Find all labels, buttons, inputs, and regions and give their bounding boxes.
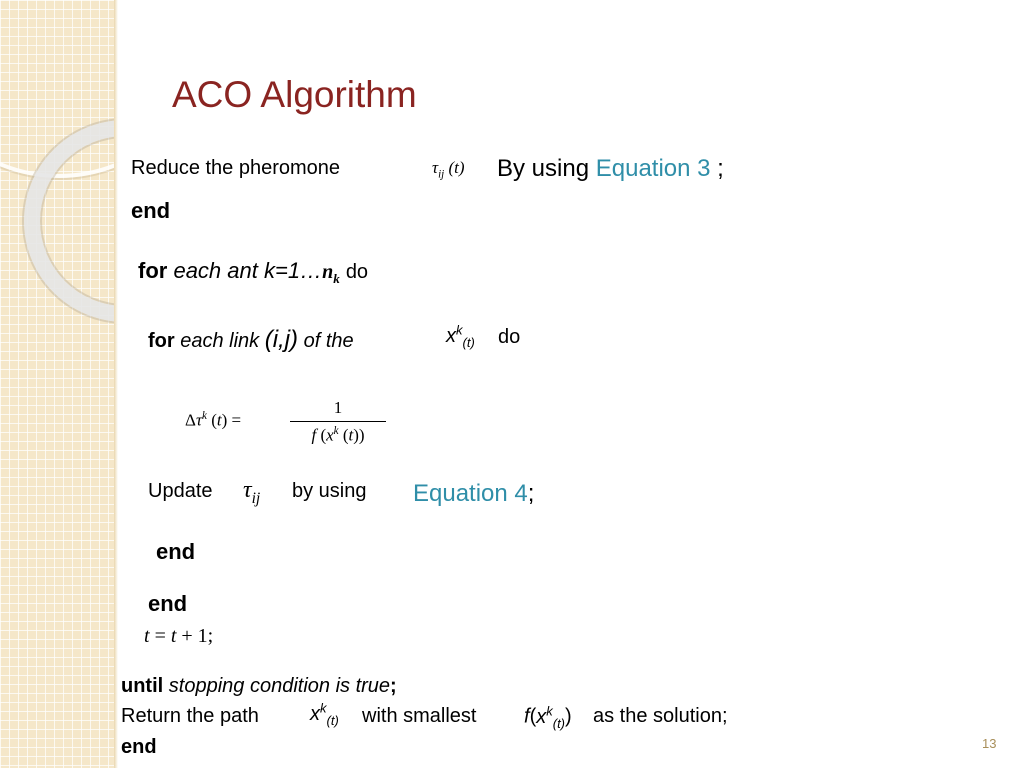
end-keyword: end: [121, 736, 157, 758]
with-smallest-text: with smallest: [362, 705, 477, 727]
update-text: Update: [148, 480, 213, 502]
end-keyword: end: [131, 198, 171, 223]
as-solution-text: as the solution;: [593, 705, 728, 727]
of-the-text: of the: [303, 330, 354, 352]
tau-ij-t-formula: $\tau_{ij}$ (t): [432, 158, 465, 181]
semicolon: ;: [390, 675, 397, 697]
fraction-bar: [290, 421, 386, 422]
for-keyword: for: [138, 258, 168, 283]
for-keyword: for: [148, 330, 175, 352]
equation3-link[interactable]: Equation 3: [595, 155, 711, 182]
fraction-numerator: 1: [333, 398, 343, 417]
by-using-text: By using: [497, 155, 590, 182]
f-xk-expression: $f(x^k_{(t)})$: [524, 703, 572, 731]
slide-title: ACO Algorithm: [172, 74, 417, 115]
equation4-line: [413, 480, 534, 508]
decorative-sidebar: [0, 0, 114, 768]
end-keyword: end: [148, 591, 188, 616]
semicolon: ;: [717, 155, 724, 182]
xk-t-symbol: $x^k_{(t)}$: [446, 322, 475, 350]
return-path-text: Return the path: [121, 705, 259, 727]
do-keyword: do: [498, 326, 521, 348]
for-each-link-line: [148, 326, 354, 354]
for-each-ant-line: [138, 258, 368, 287]
stopping-condition-text: stopping condition is true: [168, 675, 391, 697]
by-using-equation3-line: [497, 155, 724, 183]
delta-tau-fraction: [290, 398, 386, 446]
equation4-link[interactable]: Equation 4: [413, 480, 528, 507]
delta-tau-formula: $\Delta\tau^k$ (t) =: [185, 410, 242, 430]
page-number: 13: [982, 736, 997, 751]
sidebar-edge: [114, 0, 118, 768]
ij-text: (i,j): [264, 326, 299, 353]
semicolon: ;: [527, 480, 535, 507]
by-using-text: by using: [292, 480, 367, 502]
xk-t-symbol: $x^k_{(t)}$: [310, 700, 339, 728]
fraction-denominator: f ($x^k$ (t)): [311, 425, 365, 445]
do-keyword: do: [345, 261, 369, 283]
each-ant-text: each ant k=1…: [173, 258, 323, 283]
n-k-symbol: $n_k$: [322, 261, 340, 286]
tau-ij-symbol: $\tau_{ij}$: [243, 477, 261, 507]
t-increment-formula: t = t + 1;: [144, 625, 214, 647]
until-keyword: until: [121, 675, 164, 697]
reduce-pheromone-text: Reduce the pheromone: [131, 157, 341, 179]
until-line: [121, 675, 397, 698]
each-link-text: each link: [180, 330, 260, 352]
end-keyword: end: [156, 539, 196, 564]
